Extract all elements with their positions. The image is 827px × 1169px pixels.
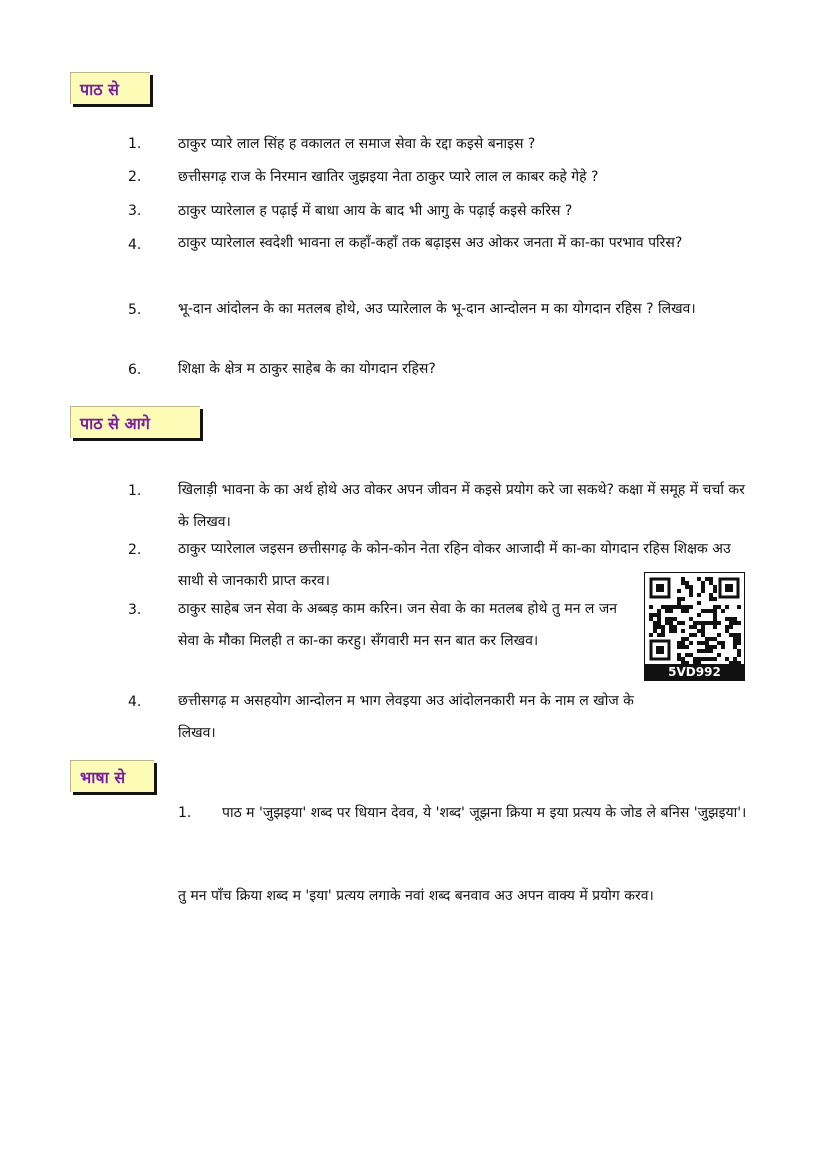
question-number: 2. <box>128 542 142 558</box>
qr-code-icon <box>644 572 745 666</box>
question-number: 1. <box>128 136 142 152</box>
section-title: पाठ से <box>80 79 119 99</box>
question-number: 2. <box>128 169 142 185</box>
question-text: ठाकुर प्यारेलाल जइसन छत्तीसगढ़ के कोन-कोन नेता रहिन वोकर आजादी में का-का योगदान रहिस शिक्षक अउ साथी से जानकारी प्राप्त करव। <box>178 541 731 589</box>
question-number: 1. <box>178 805 192 821</box>
question-number: 4. <box>128 694 142 710</box>
qr-code-label: 5VD992 <box>644 664 745 681</box>
question-number: 3. <box>128 602 142 618</box>
section-title: पाठ से आगे <box>80 413 150 433</box>
instruction-text: तु मन पाँच क्रिया शब्द म 'इया' प्रत्यय लगाके नवां शब्द बनवाव अउ अपन वाक्य में प्रयोग करव। <box>178 888 654 904</box>
question-number: 3. <box>128 203 142 219</box>
question-text: ठाकुर प्यारेलाल ह पढ़ाई में बाधा आय के बाद भी आगु के पढ़ाई कइसे करिस ? <box>178 203 573 219</box>
question-text: ठाकुर साहेब जन सेवा के अब्बड़ काम करिन। जन सेवा के का मतलब होथे तु मन ल जन सेवा के मौका मिलही त का-का करहु। सँगवारी मन सन बात कर लिखव। <box>178 601 618 649</box>
question-text: ठाकुर प्यारे लाल सिंह ह वकालत ल समाज सेवा के रद्दा कइसे बनाइस ? <box>178 136 536 152</box>
section-heading-bhasha-se <box>70 760 154 792</box>
question-text: छत्तीसगढ़ राज के निरमान खातिर जुझइया नेता ठाकुर प्यारे लाल ल काबर कहे गेहे ? <box>178 169 599 185</box>
question-number: 6. <box>128 362 142 378</box>
question-text: खिलाड़ी भावना के का अर्थ होथे अउ वोकर अपन जीवन में कइसे प्रयोग करे जा सकथे? कक्षा में समूह में चर्चा कर के लिखव। <box>178 482 745 530</box>
qr-code <box>644 572 745 682</box>
section-heading-path-se <box>70 72 150 104</box>
question-number: 5. <box>128 302 142 318</box>
question-text: पाठ म 'जुझइया' शब्द पर धियान देवव, ये 'शब्द' जूझना क्रिया म इया प्रत्यय के जोड ले बनिस 'जुझइया'। <box>222 805 747 821</box>
question-number: 1. <box>128 483 142 499</box>
question-text: ठाकुर प्यारेलाल स्वदेशी भावना ल कहाँ-कहाँ तक बढ़ाइस अउ ओकर जनता में का-का परभाव परिस? <box>178 235 683 251</box>
question-text: शिक्षा के क्षेत्र म ठाकुर साहेब के का योगदान रहिस? <box>178 361 436 377</box>
question-number: 4. <box>128 237 142 253</box>
question-text: भू-दान आंदोलन के का मतलब होथे, अउ प्यारेलाल के भू-दान आन्दोलन म का योगदान रहिस ? लिखव। <box>178 301 696 317</box>
section-heading-path-se-aage <box>70 406 200 438</box>
question-text: छत्तीसगढ़ म असहयोग आन्दोलन म भाग लेवइया अउ आंदोलनकारी मन के नाम ल खोज के लिखव। <box>178 693 634 741</box>
section-title: भाषा से <box>80 767 126 787</box>
